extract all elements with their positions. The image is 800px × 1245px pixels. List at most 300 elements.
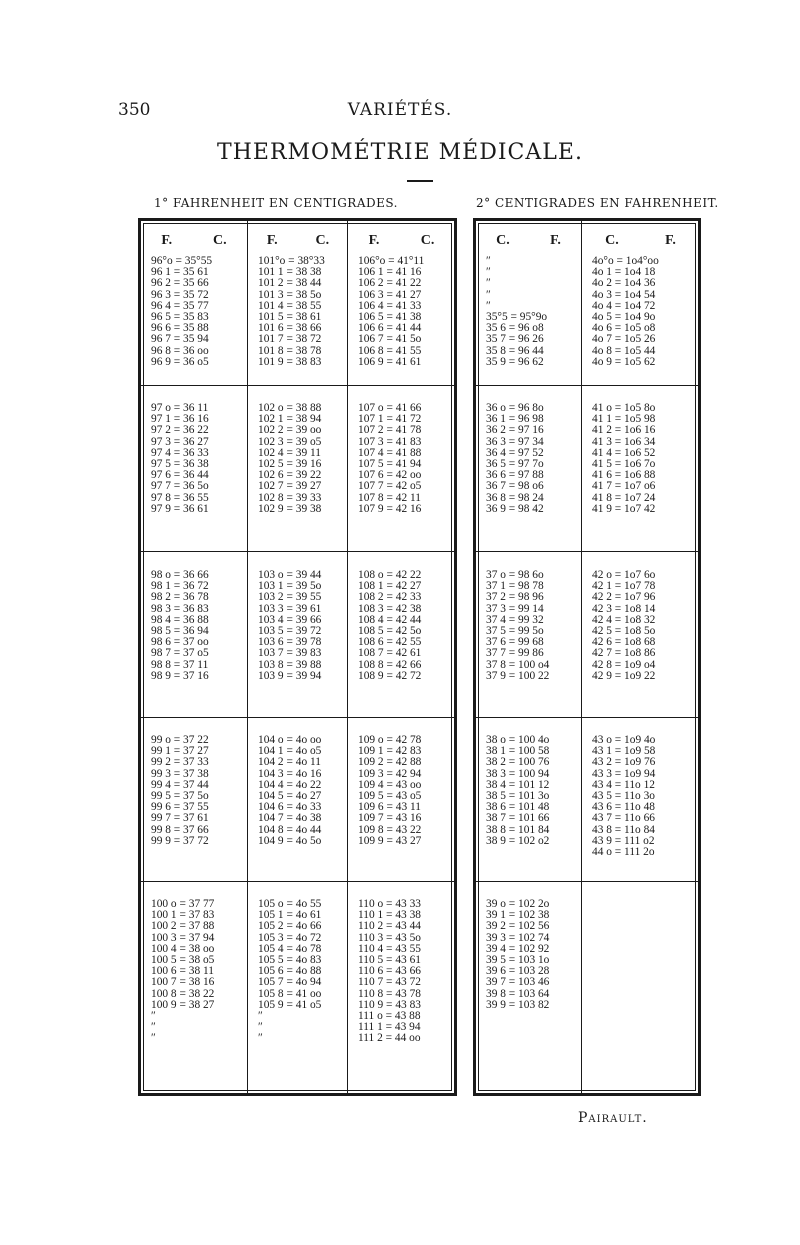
table-row: 98 5 = 36 94	[151, 625, 209, 637]
table-row: 36 5 = 97 7o	[486, 458, 544, 470]
table-row: 38 1 = 100 58	[486, 746, 550, 758]
table-row: 101 9 = 38 83	[258, 356, 322, 368]
table-block	[248, 403, 348, 515]
table-row: 38 8 = 101 84	[486, 824, 550, 836]
table-row: 111 o = 43 88	[358, 1010, 421, 1022]
block-separator	[348, 385, 455, 386]
table-row: ″	[486, 267, 491, 279]
table-row: 96 1 = 35 61	[151, 267, 209, 279]
table-row: 37 3 = 99 14	[486, 603, 544, 615]
table-row: 104 3 = 4o 16	[258, 768, 322, 780]
table-row: 96 8 = 36 oo	[151, 345, 209, 357]
table-block	[248, 735, 348, 847]
block-separator	[348, 551, 455, 552]
table-row: 35°5 = 95°9o	[486, 311, 548, 323]
table-row: ″	[486, 289, 491, 301]
table-row: 100 8 = 38 22	[151, 988, 215, 1000]
table-row: 42 2 = 1o7 96	[592, 592, 656, 604]
table-block	[582, 735, 699, 858]
table-row: 108 3 = 42 38	[358, 603, 422, 615]
table-row: 38 6 = 101 48	[486, 802, 550, 814]
block-separator	[348, 717, 455, 718]
table-row: 41 3 = 1o6 34	[592, 436, 656, 448]
table-row: 105 6 = 4o 88	[258, 966, 322, 978]
column-header-label: F.	[266, 233, 278, 248]
table-row: 101 2 = 38 44	[258, 278, 322, 290]
table-row: ″	[151, 1022, 156, 1034]
block-separator	[476, 385, 581, 386]
table-row: 36 1 = 96 98	[486, 414, 544, 426]
page-title: THERMOMÉTRIE MÉDICALE.	[217, 140, 583, 165]
table-row: 35 6 = 96 o8	[486, 323, 544, 335]
block-separator	[476, 881, 581, 882]
table-column	[347, 221, 455, 1093]
table-row: 44 o = 111 2o	[592, 846, 655, 858]
table-row: 103 1 = 39 5o	[258, 581, 322, 593]
table-row: 41 1 = 1o5 98	[592, 414, 656, 426]
table-row: 99 5 = 37 5o	[151, 790, 209, 802]
table-row: 4o 1 = 1o4 18	[592, 267, 656, 279]
table-row: 105 2 = 4o 66	[258, 921, 322, 933]
table-row: 106 5 = 41 38	[358, 311, 422, 323]
table-row: 108 8 = 42 66	[358, 659, 422, 671]
table-row: 101 6 = 38 66	[258, 323, 322, 335]
table-row: 38 9 = 102 o2	[486, 835, 550, 847]
table-row: 42 3 = 1o8 14	[592, 603, 656, 615]
table-row: 39 4 = 102 92	[486, 943, 550, 955]
table-row: 104 8 = 4o 44	[258, 824, 322, 836]
table-block	[141, 570, 247, 682]
table-row: 107 2 = 41 78	[358, 425, 422, 437]
table-row: 39 o = 102 2o	[486, 899, 550, 910]
table-row: 104 9 = 4o 5o	[258, 835, 322, 847]
table-row: 104 6 = 4o 33	[258, 802, 322, 814]
table-row: 96 2 = 35 66	[151, 278, 209, 290]
table-row: 109 2 = 42 88	[358, 757, 422, 769]
table-row: 102 8 = 39 33	[258, 492, 322, 504]
table-block	[476, 735, 581, 847]
table-row: 37 6 = 99 68	[486, 637, 544, 649]
table-row: 108 6 = 42 55	[358, 637, 422, 649]
table-row: 105 5 = 4o 83	[258, 954, 322, 966]
table-row: ″	[486, 256, 491, 267]
table-row: 97 6 = 36 44	[151, 470, 209, 482]
table-row: 110 9 = 43 83	[358, 999, 421, 1011]
table-row: 43 4 = 11o 12	[592, 779, 655, 791]
table-row: 102 1 = 38 94	[258, 414, 322, 426]
table-row: 43 o = 1o9 4o	[592, 735, 656, 746]
column-header-label: F.	[161, 233, 173, 248]
table-block	[476, 256, 581, 368]
table-block	[248, 899, 348, 1044]
table-row: 98 o = 36 66	[151, 570, 209, 581]
table-row: 4o 9 = 1o5 62	[592, 356, 656, 368]
table-row: 107 3 = 41 83	[358, 436, 422, 448]
table-row: 104 7 = 4o 38	[258, 813, 322, 825]
table-row: 42 6 = 1o8 68	[592, 637, 656, 649]
table-row: 35 8 = 96 44	[486, 345, 544, 357]
table-row: 111 2 = 44 oo	[358, 1033, 421, 1045]
table-row: 41 6 = 1o6 88	[592, 470, 656, 482]
table-row: 39 5 = 103 1o	[486, 954, 550, 966]
table-row: 109 8 = 43 22	[358, 824, 422, 836]
block-separator	[582, 551, 699, 552]
table-row: 104 4 = 4o 22	[258, 779, 322, 791]
table-row: 106 8 = 41 55	[358, 345, 422, 357]
table-row: ″	[486, 278, 491, 290]
table-row: 4o 3 = 1o4 54	[592, 289, 656, 301]
table-row: 38 7 = 101 66	[486, 813, 550, 825]
table-row: 39 7 = 103 46	[486, 977, 550, 989]
table-row: 96°o = 35°55	[151, 256, 213, 267]
table-row: 106 9 = 41 61	[358, 356, 422, 368]
column-header-label: F.	[550, 233, 561, 248]
table-row: 100 5 = 38 o5	[151, 954, 215, 966]
table-row: 36 3 = 97 34	[486, 436, 544, 448]
table-row: 101 3 = 38 5o	[258, 289, 322, 301]
page-number: 350	[118, 100, 151, 120]
column-header-label: C.	[315, 233, 330, 248]
centigrade-to-fahrenheit-table	[473, 218, 701, 1096]
table-row: 43 8 = 11o 84	[592, 824, 655, 836]
table-row: 98 3 = 36 83	[151, 603, 209, 615]
table-row: 99 4 = 37 44	[151, 779, 209, 791]
table-row: 102 5 = 39 16	[258, 458, 322, 470]
table-row: 105 9 = 41 o5	[258, 999, 322, 1011]
table-row: 37 7 = 99 86	[486, 648, 544, 660]
table-row: 98 9 = 37 16	[151, 670, 209, 682]
table-row: 97 5 = 36 38	[151, 458, 209, 470]
table-row: 99 o = 37 22	[151, 735, 209, 746]
table-row: 108 7 = 42 61	[358, 648, 422, 660]
table-row: 41 9 = 1o7 42	[592, 503, 656, 515]
table-row: 4o 2 = 1o4 36	[592, 278, 656, 290]
table-row: 39 8 = 103 64	[486, 988, 550, 1000]
table-row: 105 7 = 4o 94	[258, 977, 322, 989]
table-row: 4o°o = 1o4°oo	[592, 256, 659, 267]
table-row: 37 5 = 99 5o	[486, 625, 544, 637]
table-column	[247, 221, 348, 1093]
table-row: 101 1 = 38 38	[258, 267, 322, 279]
table-row: 96 7 = 35 94	[151, 334, 209, 346]
table-row: 38 5 = 101 3o	[486, 790, 550, 802]
table-row: 36 9 = 98 42	[486, 503, 544, 515]
table-row: 35 7 = 96 26	[486, 334, 544, 346]
table-row: 103 3 = 39 61	[258, 603, 322, 615]
table-row: 108 o = 42 22	[358, 570, 422, 581]
table-row: 98 8 = 37 11	[151, 659, 209, 671]
table-row: 100 1 = 37 83	[151, 910, 215, 922]
table-row: 98 2 = 36 78	[151, 592, 209, 604]
table-row: 36 4 = 97 52	[486, 447, 544, 459]
table-row: 97 o = 36 11	[151, 403, 209, 414]
table-row: 110 5 = 43 61	[358, 954, 421, 966]
table-block	[141, 403, 247, 515]
block-separator	[248, 717, 348, 718]
table-row: 100 9 = 38 27	[151, 999, 215, 1011]
table-row: 100 o = 37 77	[151, 899, 215, 910]
table-row: 97 9 = 36 61	[151, 503, 209, 515]
table-block	[582, 256, 699, 368]
column-header	[348, 233, 455, 249]
table-row: 4o 7 = 1o5 26	[592, 334, 656, 346]
column-header	[476, 233, 581, 249]
table-block	[348, 735, 455, 847]
table-row: ″	[486, 300, 491, 312]
table-row: 96 3 = 35 72	[151, 289, 209, 301]
block-separator	[141, 717, 247, 718]
table-row: 96 4 = 35 77	[151, 300, 209, 312]
table-row: 41 4 = 1o6 52	[592, 447, 656, 459]
table-block	[248, 570, 348, 682]
table-row: 102 6 = 39 22	[258, 470, 322, 482]
block-separator	[582, 385, 699, 386]
table-row: 108 1 = 42 27	[358, 581, 422, 593]
table-row: 107 4 = 41 88	[358, 447, 422, 459]
table-row: 106 6 = 41 44	[358, 323, 422, 335]
table-row: 42 8 = 1o9 o4	[592, 659, 656, 671]
table-row: 97 4 = 36 33	[151, 447, 209, 459]
table-row: 4o 5 = 1o4 9o	[592, 311, 656, 323]
title-rule	[407, 180, 433, 182]
table-row: 99 1 = 37 27	[151, 746, 209, 758]
block-separator	[248, 881, 348, 882]
block-separator	[141, 385, 247, 386]
table-column	[141, 221, 247, 1093]
table-row: 4o 6 = 1o5 o8	[592, 323, 656, 335]
table-row: 37 2 = 98 96	[486, 592, 544, 604]
table-row: 43 3 = 1o9 94	[592, 768, 656, 780]
table-row: 98 7 = 37 o5	[151, 648, 209, 660]
table-row: 97 8 = 36 55	[151, 492, 209, 504]
table-row: 105 8 = 41 oo	[258, 988, 322, 1000]
table-row: 109 o = 42 78	[358, 735, 422, 746]
table-row: 38 3 = 100 94	[486, 768, 550, 780]
table-row: 108 4 = 42 44	[358, 614, 422, 626]
table-row: 96 6 = 35 88	[151, 323, 209, 335]
block-separator	[141, 881, 247, 882]
table-row: 36 7 = 98 o6	[486, 481, 544, 493]
table-block	[348, 403, 455, 515]
table-row: 42 9 = 1o9 22	[592, 670, 656, 682]
table-row: ″	[258, 1033, 263, 1045]
table-row: 109 6 = 43 11	[358, 802, 421, 814]
table-row: 103 2 = 39 55	[258, 592, 322, 604]
table-row: 109 5 = 43 o5	[358, 790, 422, 802]
table-row: 99 6 = 37 55	[151, 802, 209, 814]
column-header	[248, 233, 348, 249]
table-row: 110 2 = 43 44	[358, 921, 421, 933]
table-block	[582, 570, 699, 682]
block-separator	[476, 551, 581, 552]
table-row: 36 8 = 98 24	[486, 492, 544, 504]
table-row: ″	[258, 1022, 263, 1034]
table-row: 36 2 = 97 16	[486, 425, 544, 437]
table-row: 39 2 = 102 56	[486, 921, 550, 933]
table-block	[141, 735, 247, 847]
table-row: 99 2 = 37 33	[151, 757, 209, 769]
column-header	[582, 233, 699, 249]
table-row: 37 9 = 100 22	[486, 670, 550, 682]
table-row: 105 o = 4o 55	[258, 899, 322, 910]
table-row: 101 8 = 38 78	[258, 345, 322, 357]
table-row: 106 1 = 41 16	[358, 267, 422, 279]
block-separator	[248, 385, 348, 386]
table-row: 37 4 = 99 32	[486, 614, 544, 626]
table-row: 39 1 = 102 38	[486, 910, 550, 922]
table-row: 110 6 = 43 66	[358, 966, 421, 978]
subhead-centigrade-to-fahrenheit: 2° CENTIGRADES EN FAHRENHEIT.	[476, 196, 719, 210]
table-row: 110 4 = 43 55	[358, 943, 421, 955]
table-row: 97 1 = 36 16	[151, 414, 209, 426]
table-row: 96 9 = 36 o5	[151, 356, 209, 368]
table-row: 106 2 = 41 22	[358, 278, 422, 290]
table-row: 103 4 = 39 66	[258, 614, 322, 626]
table-row: 37 1 = 98 78	[486, 581, 544, 593]
table-row: 105 4 = 4o 78	[258, 943, 322, 955]
block-separator	[582, 881, 699, 882]
fahrenheit-to-centigrade-table	[138, 218, 457, 1096]
block-separator	[582, 717, 699, 718]
table-row: 41 o = 1o5 8o	[592, 403, 656, 414]
table-row: 98 1 = 36 72	[151, 581, 209, 593]
table-row: 108 5 = 42 5o	[358, 625, 422, 637]
table-row: 41 7 = 1o7 o6	[592, 481, 656, 493]
block-separator	[476, 717, 581, 718]
table-row: 100 7 = 38 16	[151, 977, 215, 989]
table-row: 104 o = 4o oo	[258, 735, 322, 746]
table-row: ″	[258, 1010, 263, 1022]
table-row: 39 3 = 102 74	[486, 932, 550, 944]
table-row: 110 8 = 43 78	[358, 988, 421, 1000]
table-row: 110 7 = 43 72	[358, 977, 421, 989]
column-header	[141, 233, 247, 249]
table-row: 108 2 = 42 33	[358, 592, 422, 604]
block-separator	[141, 551, 247, 552]
table-row: 107 5 = 41 94	[358, 458, 422, 470]
block-separator	[348, 881, 455, 882]
table-row: 43 1 = 1o9 58	[592, 746, 656, 758]
table-row: 104 1 = 4o o5	[258, 746, 322, 758]
table-row: 101 5 = 38 61	[258, 311, 322, 323]
table-row: 41 8 = 1o7 24	[592, 492, 656, 504]
table-column	[581, 221, 699, 1093]
table-row: 42 5 = 1o8 5o	[592, 625, 656, 637]
block-separator	[248, 551, 348, 552]
table-row: 42 4 = 1o8 32	[592, 614, 656, 626]
table-row: 98 4 = 36 88	[151, 614, 209, 626]
table-row: 41 2 = 1o6 16	[592, 425, 656, 437]
table-row: 42 o = 1o7 6o	[592, 570, 656, 581]
column-header-label: C.	[496, 233, 510, 248]
table-row: 99 3 = 37 38	[151, 768, 209, 780]
table-row: 99 8 = 37 66	[151, 824, 209, 836]
table-row: 103 9 = 39 94	[258, 670, 322, 682]
table-row: 100 2 = 37 88	[151, 921, 215, 933]
table-row: 106 3 = 41 27	[358, 289, 422, 301]
table-row: 107 6 = 42 oo	[358, 470, 422, 482]
column-header-label: C.	[420, 233, 435, 248]
table-row: 42 1 = 1o7 78	[592, 581, 656, 593]
table-row: 100 6 = 38 11	[151, 966, 214, 978]
table-block	[248, 256, 348, 368]
table-row: 106°o = 41°11	[358, 256, 425, 267]
table-row: 4o 8 = 1o5 44	[592, 345, 656, 357]
running-head: VARIÉTÉS.	[347, 100, 453, 120]
author-signature: Pairault.	[578, 1110, 648, 1126]
table-row: 101 7 = 38 72	[258, 334, 322, 346]
table-row: 103 7 = 39 83	[258, 648, 322, 660]
table-row: 43 5 = 11o 3o	[592, 790, 655, 802]
table-row: 107 9 = 42 16	[358, 503, 422, 515]
table-row: 106 4 = 41 33	[358, 300, 422, 312]
table-block	[476, 899, 581, 1011]
table-row: 38 o = 100 4o	[486, 735, 550, 746]
table-row: 102 3 = 39 o5	[258, 436, 322, 448]
table-row: 38 2 = 100 76	[486, 757, 550, 769]
column-header-label: F.	[368, 233, 380, 248]
table-row: 38 4 = 101 12	[486, 779, 550, 791]
table-row: 107 8 = 42 11	[358, 492, 421, 504]
table-row: 107 o = 41 66	[358, 403, 422, 414]
table-row: 43 7 = 11o 66	[592, 813, 655, 825]
table-row: ″	[151, 1033, 156, 1045]
table-row: 111 1 = 43 94	[358, 1022, 421, 1034]
table-row: 98 6 = 37 oo	[151, 637, 209, 649]
table-row: 109 7 = 43 16	[358, 813, 422, 825]
subhead-fahrenheit-to-centigrade: 1° FAHRENHEIT EN CENTIGRADES.	[154, 196, 398, 210]
table-column	[476, 221, 581, 1093]
column-header-label: C.	[212, 233, 227, 248]
table-row: 104 5 = 4o 27	[258, 790, 322, 802]
table-row: 102 o = 38 88	[258, 403, 322, 414]
table-row: 99 9 = 37 72	[151, 835, 209, 847]
table-block	[476, 403, 581, 515]
table-row: 41 5 = 1o6 7o	[592, 458, 656, 470]
table-row: 101°o = 38°33	[258, 256, 325, 267]
table-row: 35 9 = 96 62	[486, 356, 544, 368]
table-row: 105 3 = 4o 72	[258, 932, 322, 944]
table-row: 109 4 = 43 oo	[358, 779, 422, 791]
table-row: 102 7 = 39 27	[258, 481, 322, 493]
table-row: 107 7 = 42 o5	[358, 481, 422, 493]
table-row: ″	[151, 1010, 156, 1022]
table-row: 39 9 = 103 82	[486, 999, 550, 1011]
table-row: 106 7 = 41 5o	[358, 334, 422, 346]
table-row: 39 6 = 103 28	[486, 966, 550, 978]
table-row: 43 2 = 1o9 76	[592, 757, 656, 769]
table-row: 100 3 = 37 94	[151, 932, 215, 944]
table-row: 103 5 = 39 72	[258, 625, 322, 637]
table-row: 36 o = 96 8o	[486, 403, 544, 414]
table-row: 109 1 = 42 83	[358, 746, 422, 758]
table-row: 42 7 = 1o8 86	[592, 648, 656, 660]
table-row: 4o 4 = 1o4 72	[592, 300, 656, 312]
table-block	[582, 403, 699, 515]
table-row: 110 1 = 43 38	[358, 910, 421, 922]
table-row: 102 4 = 39 11	[258, 447, 321, 459]
table-row: 102 2 = 39 oo	[258, 425, 322, 437]
table-row: 103 6 = 39 78	[258, 637, 322, 649]
table-block	[141, 256, 247, 368]
table-block	[348, 570, 455, 682]
table-row: 37 8 = 100 o4	[486, 659, 550, 671]
table-row: 105 1 = 4o 61	[258, 910, 322, 922]
table-row: 36 6 = 97 88	[486, 470, 544, 482]
column-header-label: C.	[605, 233, 619, 248]
table-row: 110 o = 43 33	[358, 899, 421, 910]
table-row: 110 3 = 43 5o	[358, 932, 421, 944]
